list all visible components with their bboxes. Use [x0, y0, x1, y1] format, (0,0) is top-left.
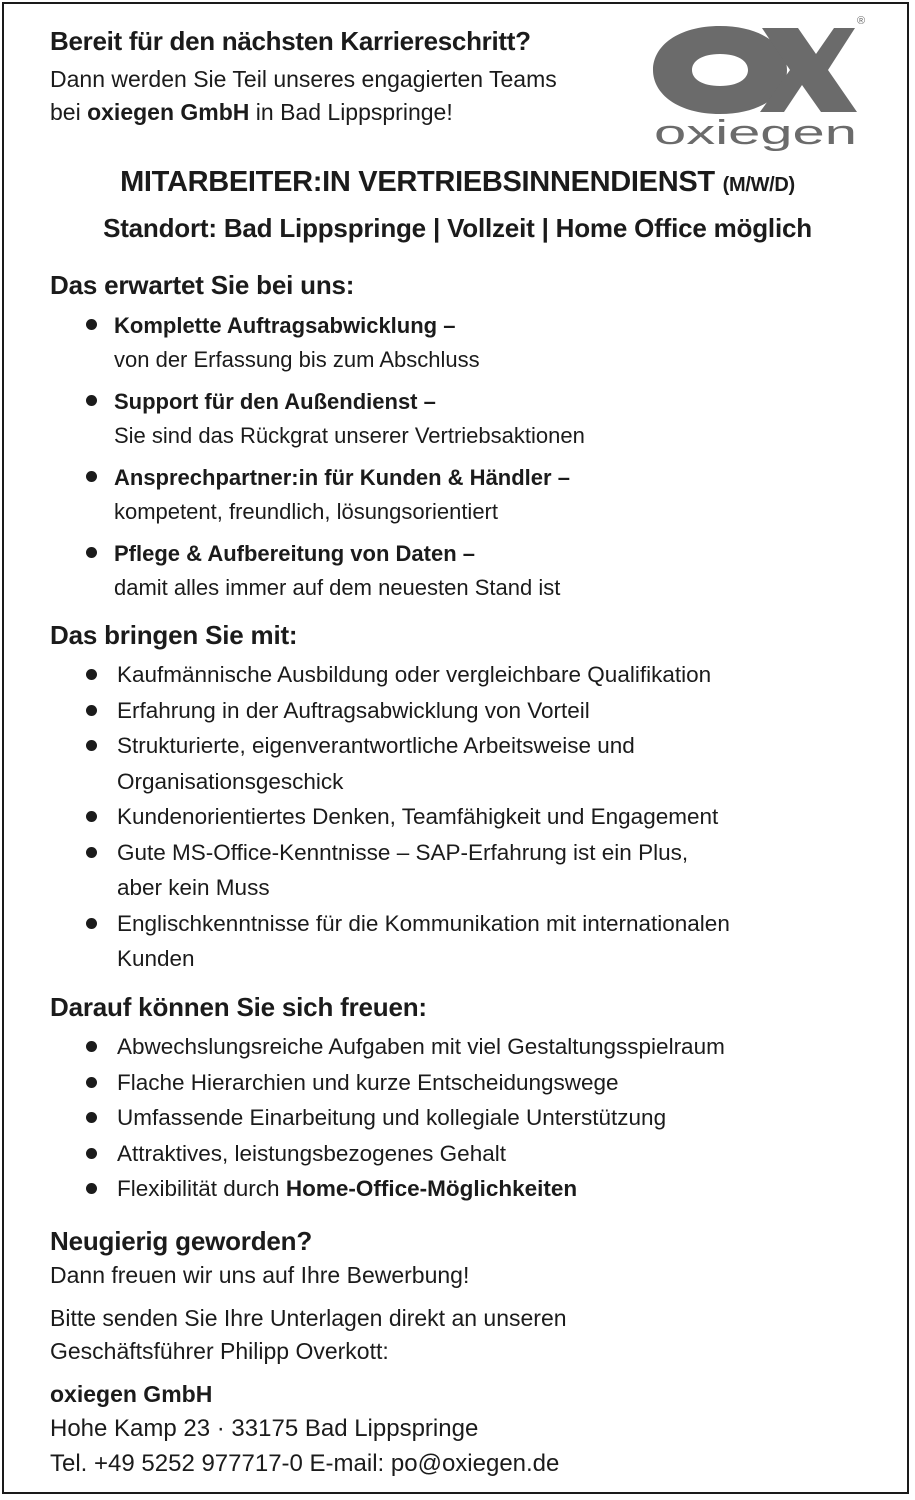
benefits-heading: Darauf können Sie sich freuen: — [50, 992, 427, 1022]
list-item-text: damit alles immer auf dem neuesten Stand ist — [114, 575, 561, 600]
bullet-icon — [86, 547, 97, 558]
list-item-text: Flexibilität durch — [117, 1176, 286, 1201]
list-item-text: Strukturierte, eigenverantwortliche Arbeitsweise und — [117, 733, 635, 758]
spacer — [50, 1292, 880, 1302]
contact-phone-email: Tel. +49 5252 977717-0 E-mail: po@oxiegen.de — [50, 1450, 560, 1477]
list-item — [50, 906, 880, 977]
list-item-emphasis: Home-Office-Möglichkeiten — [285, 1176, 578, 1201]
job-title — [0, 166, 915, 199]
list-item — [50, 799, 880, 835]
intro-line-2-suffix: in Bad Lippspringe! — [249, 99, 453, 125]
list-item-text: Erfahrung in der Auftragsabwicklung von Vorteil — [117, 697, 590, 723]
list-item — [50, 835, 880, 906]
bullet-icon — [86, 918, 97, 929]
list-item — [50, 309, 880, 377]
intro — [50, 26, 650, 129]
benefits-list — [50, 1029, 880, 1207]
list-item — [50, 1065, 880, 1101]
list-item-text-continued: Kunden — [117, 946, 195, 971]
job-location-line: Standort: Bad Lippspringe | Vollzeit | Home Office möglich — [103, 213, 812, 243]
requirements-section — [50, 620, 880, 977]
list-item-text: Umfassende Einarbeitung und kollegiale Unterstützung — [117, 1105, 667, 1130]
list-item-text-continued: aber kein Muss — [117, 875, 270, 900]
bullet-icon — [86, 811, 97, 822]
bullet-icon — [86, 740, 97, 751]
contact-heading: Neugierig geworden? — [50, 1226, 313, 1256]
bullet-icon — [86, 1041, 97, 1052]
bullet-icon — [86, 471, 97, 482]
list-item — [50, 1171, 880, 1207]
list-item-text: Flache Hierarchien und kurze Entscheidungswege — [117, 1069, 619, 1095]
bullet-icon — [86, 705, 97, 716]
oxiegen-logo-graphic — [650, 14, 865, 154]
bullet-icon — [86, 1183, 97, 1194]
list-item-text: Englischkenntnisse für die Kommunikation mit internationalen — [117, 910, 730, 936]
list-item — [50, 1136, 880, 1172]
job-title-text: MITARBEITER:IN VERTRIEBSINNENDIENST — [120, 166, 715, 198]
list-item-title: Pflege & Aufbereitung von Daten – — [114, 541, 476, 566]
list-item — [50, 728, 880, 799]
bullet-icon — [86, 847, 97, 858]
benefits-section — [50, 992, 880, 1207]
requirements-list — [50, 657, 880, 977]
expect-heading: Das erwartet Sie bei uns: — [50, 270, 355, 300]
intro-line-2-prefix: bei — [50, 99, 88, 125]
bullet-icon — [86, 1112, 97, 1123]
requirements-heading: Das bringen Sie mit: — [50, 620, 298, 650]
intro-line-1: Dann werden Sie Teil unseres engagierten Teams — [50, 66, 557, 92]
contact-company: oxiegen GmbH — [50, 1381, 213, 1407]
list-item — [50, 693, 880, 729]
expect-section — [50, 270, 880, 613]
registered-mark: ® — [857, 15, 865, 27]
list-item-text: Abwechslungsreiche Aufgaben mit viel Gestaltungsspielraum — [117, 1034, 725, 1059]
contact-invitation: Dann freuen wir uns auf Ihre Bewerbung! — [50, 1262, 470, 1288]
contact-section — [50, 1226, 880, 1481]
list-item-title: Ansprechpartner:in für Kunden & Händler – — [114, 465, 570, 490]
bullet-icon — [86, 319, 97, 330]
list-item — [50, 385, 880, 453]
expect-list — [50, 309, 880, 605]
contact-instruction-line-1: Bitte senden Sie Ihre Unterlagen direkt an unseren — [50, 1305, 567, 1331]
list-item-text: Kundenorientiertes Denken, Teamfähigkeit und Engagement — [117, 804, 719, 829]
logo-o-shape — [653, 26, 787, 114]
intro-line-2 — [50, 96, 650, 129]
bullet-icon — [86, 1148, 97, 1159]
list-item-title: Komplette Auftragsabwicklung – — [114, 313, 456, 338]
bullet-icon — [86, 395, 97, 406]
logo-wordmark: oxiegen — [654, 114, 857, 152]
list-item — [50, 1100, 880, 1136]
bullet-icon — [86, 1077, 97, 1088]
list-item-text: kompetent, freundlich, lösungsorientiert — [114, 499, 498, 524]
job-title-suffix: (M/W/D) — [722, 174, 795, 196]
list-item — [50, 657, 880, 693]
list-item-text: Gute MS-Office-Kenntnisse – SAP-Erfahrung ist ein Plus, — [117, 839, 689, 865]
list-item-title: Support für den Außendienst – — [114, 389, 436, 414]
intro-headline: Bereit für den nächsten Karriereschritt? — [50, 26, 531, 56]
bullet-icon — [86, 669, 97, 680]
list-item — [50, 461, 880, 529]
list-item-text: Kaufmännische Ausbildung oder vergleichbare Qualifikation — [117, 662, 712, 687]
list-item — [50, 1029, 880, 1065]
list-item-text: von der Erfassung bis zum Abschluss — [114, 347, 480, 372]
list-item — [50, 537, 880, 605]
contact-instruction-line-2: Geschäftsführer Philipp Overkott: — [50, 1338, 389, 1364]
list-item-text-continued: Organisationsgeschick — [117, 768, 344, 794]
list-item-text: Attraktives, leistungsbezogenes Gehalt — [117, 1140, 506, 1166]
oxiegen-logo — [650, 14, 865, 154]
contact-address: Hohe Kamp 23 · 33175 Bad Lippspringe — [50, 1415, 479, 1442]
intro-company-name: oxiegen GmbH — [87, 99, 250, 125]
list-item-text: Sie sind das Rückgrat unserer Vertriebsaktionen — [114, 423, 585, 448]
